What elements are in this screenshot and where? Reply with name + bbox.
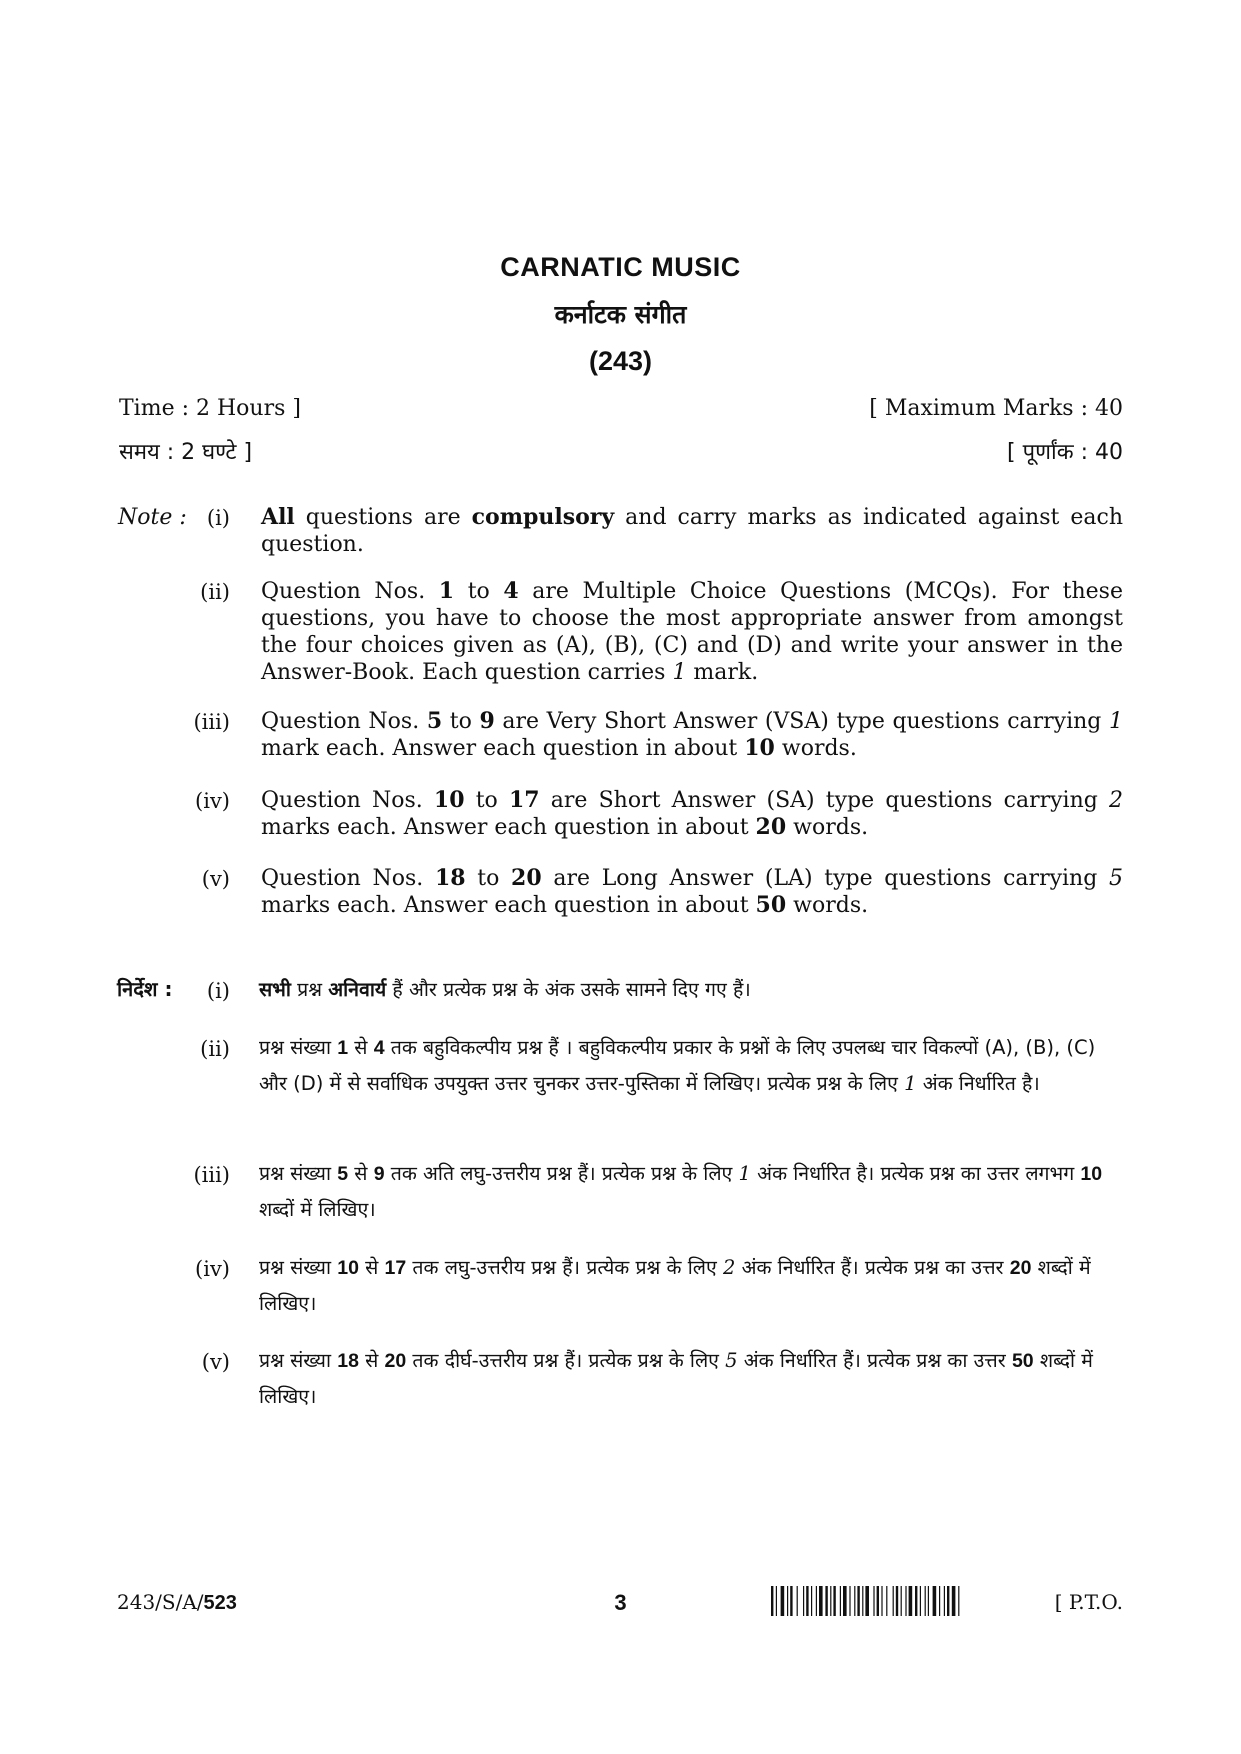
barcode-bar [944,1586,945,1616]
note-item: Question Nos. 18 to 20 are Long Answer (LA) type questions carrying 5 marks each. Answer each question in about 50 words. [261,865,1123,918]
barcode-bar [816,1586,817,1616]
nirdesh-item: प्रश्न संख्या 1 से 4 तक बहुविकल्पीय प्रश्न हैं । बहुविकल्पीय प्रकार के प्रश्नों के लिए उपलब्ध चार विकल्पों (A), (B), (C) और (D) में से सर्वाधिक उपयुक्त उत्तर चुनकर उत्तर-पुस्तिका में लिखिए। प्रत्येक प्रश्न के लिए 1 अंक निर्धारित है। [259,1036,1096,1095]
barcode-bar [947,1586,949,1616]
barcode-bar [886,1586,887,1616]
nirdesh-number: (v) [201,1350,230,1374]
time-allowed: Time : 2 Hours ] [119,396,301,421]
nirdesh-item: प्रश्न संख्या 10 से 17 तक लघु-उत्तरीय प्रश्न हैं। प्रत्येक प्रश्न के लिए 2 अंक निर्धारित हैं। प्रत्येक प्रश्न का उत्तर 20 शब्दों में लिखिए। [259,1256,1091,1315]
pto-label: [ P.T.O. [1054,1590,1123,1614]
barcode-bar [928,1586,929,1616]
barcode-bar [776,1586,777,1616]
barcode-bar [873,1586,874,1616]
barcode-bar [781,1586,785,1616]
time-allowed-hindi: समय : 2 घण्टे ] [119,440,253,465]
barcode-bar [925,1586,926,1616]
barcode-bar [896,1586,898,1616]
barcode-bar [830,1586,831,1616]
barcode-bar [854,1586,855,1616]
barcode-bar [893,1586,894,1616]
page-number: 3 [614,1590,627,1615]
nirdesh-item: प्रश्न संख्या 18 से 20 तक दीर्घ-उत्तरीय प्रश्न हैं। प्रत्येक प्रश्न के लिए 5 अंक निर्धारित हैं। प्रत्येक प्रश्न का उत्तर 50 शब्दों में लिखिए। [259,1349,1093,1408]
barcode-bar [865,1586,869,1616]
barcode-bar [787,1586,788,1616]
barcode-bar [840,1586,841,1616]
note-number: (i) [206,506,230,530]
barcode-bar [790,1586,792,1616]
barcode-bar [862,1586,863,1616]
note-number: (iii) [193,710,230,734]
barcode-bar [819,1586,823,1616]
nirdesh-number: (iv) [195,1257,230,1281]
barcode-bar [833,1586,835,1616]
paper-title: CARNATIC MUSIC [500,252,741,282]
barcode-bar [915,1586,917,1616]
paper-title-hindi: कर्नाटक संगीत [554,300,687,329]
barcode-bar [952,1586,956,1616]
barcode-bar [958,1586,959,1616]
barcode [771,1586,1025,1616]
barcode-bar [806,1586,808,1616]
barcode-bar [797,1586,798,1616]
note-item: Question Nos. 1 to 4 are Multiple Choice Questions (MCQs). For these questions, you have to choose the most appropriate answer from amongst the four choices given as (A), (B), (C) and (D) and write your answer in the Answer-Book. Each question carries 1 mark. [261,578,1123,685]
nirdesh-number: (ii) [200,1037,230,1061]
note-item: Question Nos. 5 to 9 are Very Short Answer (VSA) type questions carrying 1 mark each. Answer each question in about 10 words. [261,708,1123,761]
nirdesh-label: निर्देश : [117,977,173,1001]
barcode-bar [905,1586,906,1616]
nirdesh-item: सभी प्रश्न अनिवार्य हैं और प्रत्येक प्रश्न के अंक उसके सामने दिए गए हैं। [259,978,751,1001]
paper-code: 243/S/A/523 [117,1590,237,1614]
note-item: Question Nos. 10 to 17 are Short Answer (SA) type questions carrying 2 marks each. Answer each question in about 20 words. [261,787,1123,840]
maximum-marks: [ Maximum Marks : 40 [869,396,1123,421]
subject-code: (243) [588,346,653,376]
barcode-bar [843,1586,847,1616]
barcode-bar [811,1586,812,1616]
note-number: (v) [201,867,230,891]
maximum-marks-hindi: [ पूर्णांक : 40 [1007,440,1123,465]
note-item: All questions are compulsory and carry marks as indicated against each question. [261,504,1123,557]
barcode-bar [881,1586,882,1616]
note-number: (iv) [195,789,230,813]
barcode-bar [825,1586,827,1616]
barcode-bar [849,1586,850,1616]
barcode-bar [933,1586,937,1616]
barcode-bar [901,1586,902,1616]
note-number: (ii) [200,580,230,604]
barcode-bar [803,1586,804,1616]
barcode-bar [877,1586,879,1616]
barcode-bar [771,1586,773,1616]
barcode-bar [857,1586,859,1616]
nirdesh-number: (i) [206,979,230,1003]
barcode-bar [939,1586,940,1616]
note-label: Note : [118,505,187,530]
nirdesh-number: (iii) [193,1163,230,1187]
barcode-bar [920,1586,921,1616]
barcode-bar [909,1586,913,1616]
nirdesh-item: प्रश्न संख्या 5 से 9 तक अति लघु-उत्तरीय प्रश्न हैं। प्रत्येक प्रश्न के लिए 1 अंक निर्धारित है। प्रत्येक प्रश्न का उत्तर लगभग 10 शब्दों में लिखिए। [259,1162,1103,1221]
